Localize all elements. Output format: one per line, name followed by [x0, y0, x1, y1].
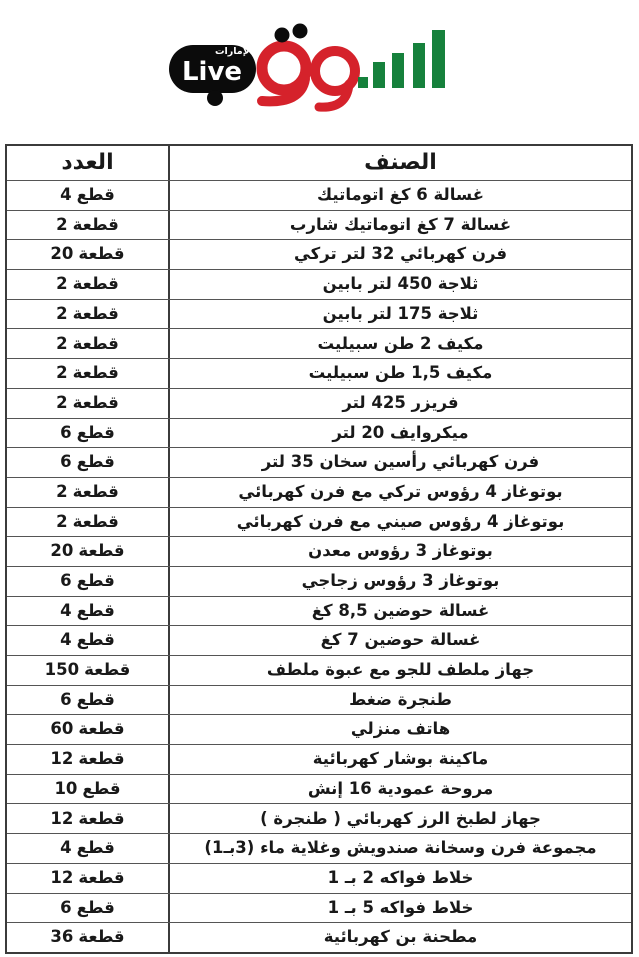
quantity-value: 6 — [60, 689, 72, 709]
table-header-row — [7, 146, 631, 180]
quantity-cell — [7, 864, 168, 893]
quantity-value: 12 — [50, 749, 74, 769]
quantity-unit: قطعة — [78, 541, 125, 561]
quantity-cell — [7, 745, 168, 774]
quantity-unit: قطعة — [72, 392, 119, 412]
table-row — [7, 596, 631, 626]
table-row — [7, 655, 631, 685]
quantity-cell — [7, 656, 168, 685]
table-row — [7, 477, 631, 507]
quantity-cell — [7, 419, 168, 448]
table-row — [7, 685, 631, 715]
table-row — [7, 625, 631, 655]
quantity-unit: قطع — [76, 571, 115, 591]
table-row — [7, 922, 631, 952]
quantity-unit: قطعة — [72, 363, 119, 383]
quantity-unit: قطعة — [78, 867, 125, 887]
quantity-value: 10 — [54, 778, 78, 798]
table-row — [7, 744, 631, 774]
count-column-header: العدد — [61, 150, 114, 175]
table-row — [7, 893, 631, 923]
quantity-value: 4 — [60, 630, 72, 650]
item-cell: غسالة حوضين 7 كغ — [168, 626, 631, 655]
quantity-unit: قطع — [82, 778, 121, 798]
calligraphy-dots — [275, 24, 308, 43]
quantity-cell — [7, 359, 168, 388]
item-cell: هاتف منزلي — [168, 715, 631, 744]
quantity-unit: قطعة — [72, 303, 119, 323]
quantity-cell — [7, 804, 168, 833]
live-label: Live — [181, 57, 243, 87]
table-row — [7, 299, 631, 329]
item-cell: طنجرة ضغط — [168, 686, 631, 715]
quantity-unit: قطعة — [78, 927, 125, 947]
quantity-value: 4 — [60, 185, 72, 205]
item-cell: ثلاجة 450 لتر بابين — [168, 270, 631, 299]
quantity-value: 4 — [60, 838, 72, 858]
quantity-value: 6 — [60, 571, 72, 591]
item-cell: فرن كهربائي 32 لتر تركي — [168, 240, 631, 269]
quantity-value: 2 — [56, 511, 68, 531]
quantity-cell — [7, 686, 168, 715]
quantity-value: 2 — [56, 363, 68, 383]
quantity-cell — [7, 923, 168, 952]
item-cell: بوتوغاز 3 رؤوس زجاجي — [168, 567, 631, 596]
table-row — [7, 714, 631, 744]
item-cell: مروحة عمودية 16 إنش — [168, 775, 631, 804]
item-cell: بوتوغاز 4 رؤوس تركي مع فرن كهربائي — [168, 478, 631, 507]
item-cell: جهاز ملطف للجو مع عبوة ملطف — [168, 656, 631, 685]
quantity-cell — [7, 270, 168, 299]
table-row — [7, 418, 631, 448]
table-row — [7, 239, 631, 269]
quantity-unit: قطعة — [72, 333, 119, 353]
quantity-unit: قطعة — [78, 749, 125, 769]
quantity-cell — [7, 448, 168, 477]
live-badge — [169, 45, 256, 106]
quantity-cell — [7, 567, 168, 596]
table-row — [7, 774, 631, 804]
item-cell: مكيف 1,5 طن سبيليت — [168, 359, 631, 388]
item-cell: غسالة 6 كغ اتوماتيك — [168, 181, 631, 210]
signal-bars-icon — [358, 30, 445, 88]
table-row — [7, 328, 631, 358]
item-cell: ثلاجة 175 لتر بابين — [168, 300, 631, 329]
item-cell: جهاز لطبخ الرز كهربائي ( طنجرة ) — [168, 804, 631, 833]
quantity-value: 6 — [60, 897, 72, 917]
quantity-unit: قطعة — [72, 214, 119, 234]
table-row — [7, 803, 631, 833]
quantity-cell — [7, 300, 168, 329]
quantity-cell — [7, 329, 168, 358]
quantity-unit: قطع — [76, 600, 115, 620]
item-cell: مكيف 2 طن سبيليت — [168, 329, 631, 358]
quantity-unit: قطعة — [72, 274, 119, 294]
quantity-value: 2 — [56, 333, 68, 353]
quantity-unit: قطعة — [84, 660, 131, 680]
quantity-unit: قطعة — [78, 719, 125, 739]
item-cell: خلاط فواكه 2 بـ 1 — [168, 864, 631, 893]
quantity-value: 12 — [50, 867, 74, 887]
item-cell: غسالة حوضين 8,5 كغ — [168, 597, 631, 626]
item-cell: بوتوغاز 3 رؤوس معدن — [168, 537, 631, 566]
item-cell: خلاط فواكه 5 بـ 1 — [168, 894, 631, 923]
item-cell: مجموعة فرن وسخانة صندويش وغلاية ماء (3بـ1) — [168, 834, 631, 863]
quantity-cell — [7, 240, 168, 269]
quantity-value: 4 — [60, 600, 72, 620]
quantity-value: 20 — [50, 541, 74, 561]
quantity-value: 60 — [50, 719, 74, 739]
item-cell: غسالة 7 كغ اتوماتيك شارب — [168, 211, 631, 240]
table-row — [7, 388, 631, 418]
country-label: الإمارات — [214, 46, 254, 57]
brand-logo-graphic — [168, 22, 448, 114]
item-cell: فريزر 425 لتر — [168, 389, 631, 418]
quantity-unit: قطع — [76, 185, 115, 205]
quantity-value: 36 — [50, 927, 74, 947]
quantity-unit: قطع — [76, 838, 115, 858]
quantity-unit: قطعة — [72, 511, 119, 531]
quantity-value: 6 — [60, 452, 72, 472]
table-row — [7, 447, 631, 477]
quantity-value: 2 — [56, 214, 68, 234]
quantity-value: 150 — [44, 660, 80, 680]
quantity-unit: قطع — [76, 897, 115, 917]
quantity-cell — [7, 508, 168, 537]
quantity-cell — [7, 834, 168, 863]
waqt-calligraphy-icon — [262, 46, 355, 107]
item-cell: ميكروايف 20 لتر — [168, 419, 631, 448]
table-row — [7, 210, 631, 240]
quantity-cell — [7, 894, 168, 923]
item-cell: مطحنة بن كهربائية — [168, 923, 631, 952]
quantity-cell — [7, 775, 168, 804]
quantity-cell — [7, 715, 168, 744]
item-cell: بوتوغاز 4 رؤوس صيني مع فرن كهربائي — [168, 508, 631, 537]
quantity-value: 2 — [56, 481, 68, 501]
item-cell: ماكينة بوشار كهربائية — [168, 745, 631, 774]
quantity-unit: قطع — [76, 689, 115, 709]
quantity-cell — [7, 181, 168, 210]
quantity-cell — [7, 478, 168, 507]
table-row — [7, 180, 631, 210]
table-row — [7, 269, 631, 299]
quantity-cell — [7, 626, 168, 655]
quantity-cell — [7, 211, 168, 240]
item-column-header: الصنف — [168, 146, 631, 180]
table-body — [7, 180, 631, 952]
quantity-cell — [7, 389, 168, 418]
quantity-unit: قطع — [76, 630, 115, 650]
quantity-unit: قطع — [76, 422, 115, 442]
table-row — [7, 358, 631, 388]
quantity-value: 12 — [50, 808, 74, 828]
quantity-value: 2 — [56, 274, 68, 294]
inventory-table — [5, 144, 633, 954]
table-row — [7, 833, 631, 863]
table-row — [7, 566, 631, 596]
table-row — [7, 536, 631, 566]
quantity-value: 2 — [56, 303, 68, 323]
brand-logo — [168, 22, 448, 114]
quantity-cell — [7, 597, 168, 626]
quantity-unit: قطعة — [78, 244, 125, 264]
quantity-cell — [7, 537, 168, 566]
table-row — [7, 507, 631, 537]
quantity-unit: قطعة — [78, 808, 125, 828]
quantity-value: 6 — [60, 422, 72, 442]
table-row — [7, 863, 631, 893]
quantity-value: 20 — [50, 244, 74, 264]
item-cell: فرن كهربائي رأسين سخان 35 لتر — [168, 448, 631, 477]
quantity-unit: قطع — [76, 452, 115, 472]
quantity-unit: قطعة — [72, 481, 119, 501]
quantity-value: 2 — [56, 392, 68, 412]
